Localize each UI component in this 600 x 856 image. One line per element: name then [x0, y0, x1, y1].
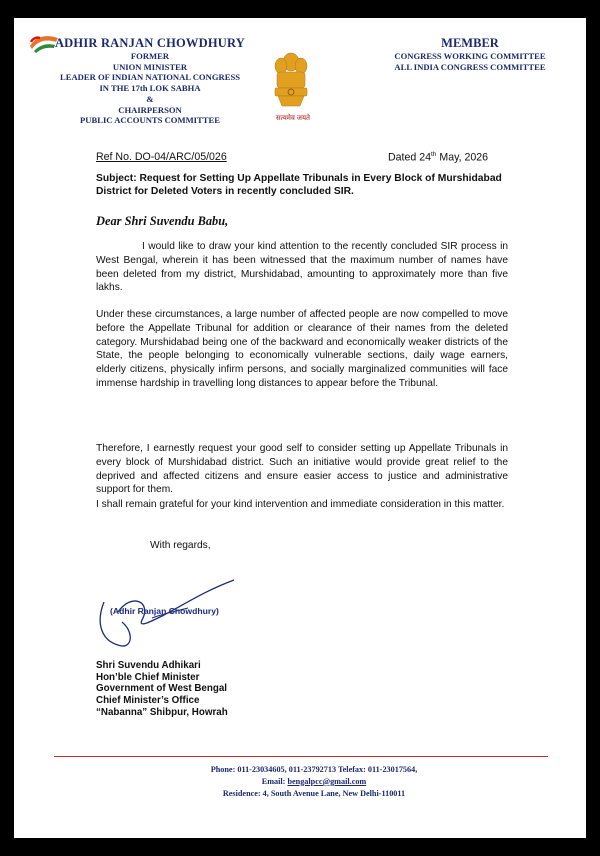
body-paragraph: Under these circumstances, a large number of affected people are now compelled to move before the Appellate Tribunal for addition or clearance of their names from the deleted category. Murshidabad being one of the backward and economically weaker districts of the State, the people belonging to economically vulnerable sections, daily wage earners, elderly citizens, physically infirm persons, and socially marginalized communities will face immense hardship in travelling long distances to appear before the Tribunal. [96, 309, 508, 389]
national-emblem [268, 50, 314, 112]
body-paragraph: I shall remain grateful for your kind intervention and immediate consideration in this matter. [96, 499, 505, 510]
committee-line: ALL INDIA CONGRESS COMMITTEE [394, 61, 546, 72]
footer-email-link[interactable]: bengalpcc@gmail.com [287, 776, 367, 786]
body-paragraph: I would like to draw your kind attention to the recently concluded SIR process in West Bengal, wherein it has been witnessed that the maximum number of names have been deleted from my district, Murshidabad, amounting to approximately more than five lakhs. [96, 241, 508, 294]
footer-residence: Residence: 4, South Avenue Lane, New Delhi-110011 [222, 788, 406, 798]
sender-designation-block [14, 36, 286, 126]
addressee-line: Chief Minister’s Office [96, 695, 200, 707]
member-block [354, 36, 586, 72]
addressee-line: Hon’ble Chief Minister [96, 671, 200, 683]
salutation: Dear Shri Suvendu Babu, [96, 214, 229, 228]
footer-contact [154, 764, 474, 799]
designation-line: & [146, 93, 154, 104]
designation-line: FORMER [130, 51, 170, 61]
signatory-name: (Adhir Ranjan Chowdhury) [110, 606, 219, 616]
designation-line: CHAIRPERSON [118, 104, 182, 115]
footer-email-line: Email: bengalpcc@gmail.com [261, 776, 367, 786]
designation-line: LEADER OF INDIAN NATIONAL CONGRESS [59, 72, 241, 83]
designation-line: IN THE 17th LOK SABHA [99, 83, 201, 94]
footer-phone: Phone: 011-23034605, 011-23792713 Telefax: 011-23017564, [210, 765, 418, 774]
member-title: MEMBER [441, 36, 499, 50]
subject-line: Subject: Request for Setting Up Appellate Tribunals in Every Block of Murshidabad District for Deleted Voters in recently concluded SIR. [96, 173, 502, 198]
addressee-line: Government of West Bengal [96, 683, 228, 695]
footer-divider [54, 756, 548, 757]
designation-line: UNION MINISTER [112, 61, 188, 72]
addressee-block [96, 660, 228, 719]
reference-number: Ref No. DO-04/ARC/05/026 [96, 151, 227, 163]
emblem-motto: सत्यमेव जयते [275, 115, 311, 122]
addressee-line: Shri Suvendu Adhikari [96, 660, 201, 671]
letter-page [14, 18, 586, 838]
sender-name: ADHIR RANJAN CHOWDHURY [54, 36, 246, 50]
committee-line: CONGRESS WORKING COMMITTEE [394, 51, 546, 61]
closing: With regards, [150, 540, 211, 551]
letter-date: Dated 24th May, 2026 [388, 151, 489, 164]
body-paragraph: Therefore, I earnestly request your good self to consider setting up Appellate Tribunals in every block of Murshidabad district. Such an initiative would provide great relief to the deprived and affected citizens and ensure easier access to justice and administrative support for them. [96, 443, 508, 496]
designation-line: PUBLIC ACCOUNTS COMMITTEE [80, 115, 220, 126]
addressee-line: “Nabanna” Shibpur, Howrah [96, 706, 228, 718]
